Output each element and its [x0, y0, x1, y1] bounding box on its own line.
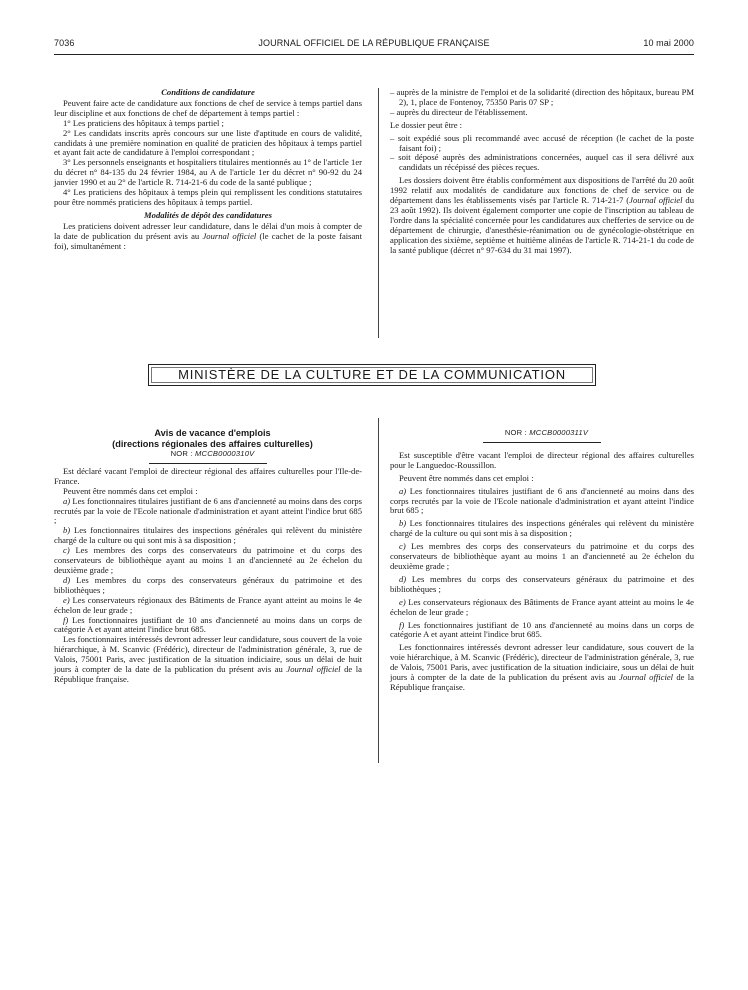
nor-reference: NOR : MCCB0000311V [504, 428, 589, 437]
eligibility-d: d) Les membres du corps des conservateurs généraux du patrimoine et des bibliothèques ; [54, 574, 362, 595]
eligibility-c: c) Les membres des corps des conservateurs du patrimoine et du corps des conservateurs de bibliothèque ayant au moins 1 an d'ancienneté au 2e échelon du deuxième grade ; [54, 545, 362, 575]
journal-title: JOURNAL OFFICIEL DE LA RÉPUBLIQUE FRANÇAISE [258, 38, 490, 48]
dossier-intro: Le dossier peut être : [390, 119, 463, 130]
modalites-paragraph: Les praticiens doivent adresser leur candidature, dans le délai d'un mois à compter de la date de publication du présent avis au Journal officiel (le cachet de la poste faisant foi), simultanément : [54, 220, 362, 251]
eligibility-intro: Peuvent être nommés dans cet emploi : [63, 485, 198, 496]
dash-item-depose: – soit déposé auprès des administrations concernées, auquel cas il sera délivré aux candidats un récépissé des pièces reçues. [390, 152, 694, 173]
application-instructions: Les fonctionnaires intéressés devront adresser leur candidature, sous couvert de la voie hiérarchique, à M. Scanvic (Frédéric), directeur de l'administration générale, 3, rue de Valois, 75001 Paris, avec justification de la situation indiciaire, sous un délai de huit jours à compter de la date de la publication du présent avis au Journal officiel de la République française. [54, 634, 362, 684]
heading-conditions: Conditions de candidature [161, 87, 255, 97]
vacancy-statement: Est déclaré vacant l'emploi de directeur régional des affaires culturelles pour l'Ile-de-France. [54, 465, 362, 486]
avis-left-column [54, 428, 362, 685]
top-column-divider [378, 88, 379, 338]
issue-date: 10 mai 2000 [643, 38, 694, 48]
heading-modalites: Modalités de dépôt des candidatures [144, 209, 272, 220]
eligibility-a: a) Les fonctionnaires titulaires justifiant de 6 ans d'ancienneté au moins dans des corps recrutés par la voie de l'Ecole nationale d'administration et ayant atteint l'indice brut 685 ; [54, 495, 363, 526]
condition-item-4: 4° Les praticiens des hôpitaux à temps plein qui remplissent les conditions statutaires pour être nommés praticiens des hôpitaux à temps partiel. [54, 187, 362, 207]
nor-rule [149, 463, 267, 464]
dash-item-directeur: – auprès du directeur de l'établissement. [390, 106, 528, 117]
dash-item-ministre: – auprès de la ministre de l'emploi et de la solidarité (direction des hôpitaux, bureau PM 2), 1, place de Fontenoy, 75350 Paris 07 SP ; [390, 87, 694, 107]
eligibility-d: d) Les membres du corps des conservateurs généraux du patrimoine et des bibliothèques ; [390, 573, 694, 594]
ministry-banner: MINISTÈRE DE LA CULTURE ET DE LA COMMUNICATION [148, 364, 596, 386]
vacancy-statement: Est susceptible d'être vacant l'emploi de directeur régional des affaires culturelles pour le Languedoc-Roussillon. [390, 449, 694, 470]
condition-item-3: 3° Les personnels enseignants et hospitaliers titulaires mentionnés au 1° de l'article 1er du décret n° 84-135 du 24 février 1984, au A de l'article 1er du décret n° 90-92 du 24 janvier 1990 et au 2° de l'article R. 714-21-6 du code de la santé publique ; [54, 157, 362, 188]
page-number: 7036 [54, 38, 75, 48]
eligibility-e: e) Les conservateurs régionaux des Bâtiments de France ayant atteint au moins le 4e échelon de leur grade ; [390, 596, 694, 617]
top-left-column [54, 88, 362, 252]
condition-item-2: 2° Les candidats inscrits après concours sur une liste d'aptitude en cours de validité, candidats à une première nomination en qualité de praticien des hôpitaux à temps partiel et ayant fait acte de candidature à l'emploi correspondant ; [54, 127, 362, 158]
condition-item-1: 1° Les praticiens des hôpitaux à temps partiel ; [63, 117, 224, 128]
eligibility-f: f) Les fonctionnaires justifiant de 10 ans d'ancienneté au moins dans un corps de catégorie A et ayant atteint l'indice brut 685. [390, 619, 694, 640]
eligibility-b: b) Les fonctionnaires titulaires des inspections générales qui relèvent du ministère chargé de la culture ou qui sont mis à sa disposition ; [390, 518, 694, 539]
nor-rule [483, 442, 601, 443]
avis-title: Avis de vacance d'emplois [154, 428, 271, 438]
page-header [54, 38, 694, 52]
avis-subtitle: (directions régionales des affaires culturelles) [112, 438, 313, 449]
nor-reference: NOR : MCCB0000310V [170, 449, 255, 458]
top-right-column [390, 88, 694, 256]
dossiers-paragraph: Les dossiers doivent être établis conformément aux dispositions de l'arrêté du 20 août 1992 relatif aux modalités de candidature aux fonctions de chef de service ou de département dans les établissements visés par l'article R. 714-21-7 (Journal officiel du 23 août 1992). Ils doivent également comporter une copie de l'inscription au tableau de l'ordre dans la spécialité concernée pour les candidatures aux chefferies de service ou de département de chirurgie, d'anesthésie-réanimation ou de gynécologie-obstétrique en application des sixième, septième et huitième alinéas de l'article R. 714-21-1 du code de la santé publique (décret n° 97-634 du 31 mai 1997). [390, 175, 694, 255]
eligibility-a: a) Les fonctionnaires titulaires justifiant de 6 ans d'ancienneté au moins dans des corps recrutés par la voie de l'Ecole nationale d'administration et ayant atteint l'indice brut 685 ; [390, 485, 694, 516]
eligibility-f: f) Les fonctionnaires justifiant de 10 ans d'ancienneté au moins dans un corps de catégorie A et ayant atteint l'indice brut 685. [54, 614, 362, 635]
application-instructions: Les fonctionnaires intéressés devront adresser leur candidature, sous couvert de la voie hiérarchique, à M. Scanvic (Frédéric), directeur de l'administration générale, 3, rue de Valois, 75001 Paris, avec justification de la situation indiciaire, sous un délai de huit jours à compter de la date de la publication du présent avis au Journal officiel de la République française. [390, 642, 694, 692]
conditions-intro: Peuvent faire acte de candidature aux fonctions de chef de service à temps partiel dans leur discipline et aux fonctions de chef de département à temps partiel : [54, 97, 362, 118]
eligibility-intro: Peuvent être nommés dans cet emploi : [399, 472, 534, 483]
eligibility-b: b) Les fonctionnaires titulaires des inspections générales qui relèvent du ministère chargé de la culture ou qui sont mis à sa disposition ; [54, 525, 362, 546]
eligibility-c: c) Les membres des corps des conservateurs du patrimoine et du corps des conservateurs de bibliothèque ayant au moins 1 an d'ancienneté au 2e échelon du deuxième grade ; [390, 541, 695, 571]
avis-right-column [390, 428, 694, 693]
header-rule [54, 54, 694, 55]
bottom-column-divider [378, 418, 379, 763]
dash-item-expedie: – soit expédié sous pli recommandé avec accusé de réception (le cachet de la poste faisant foi) ; [390, 132, 694, 153]
eligibility-e: e) Les conservateurs régionaux des Bâtiments de France ayant atteint au moins le 4e échelon de leur grade ; [54, 594, 362, 615]
